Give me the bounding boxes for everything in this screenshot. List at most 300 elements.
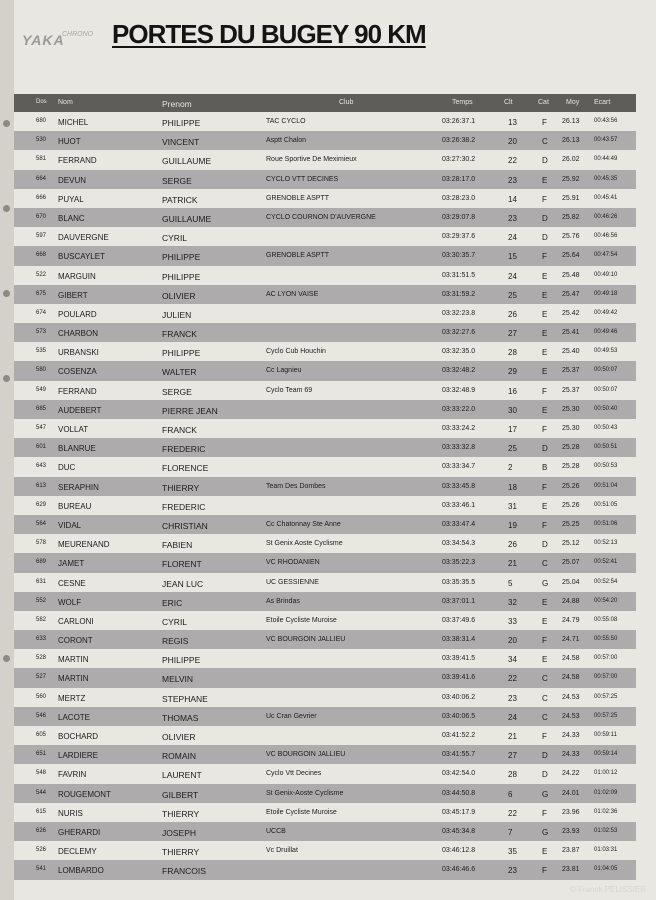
cell-nom: POULARD xyxy=(58,309,97,319)
cell-temps: 03:31:59.2 xyxy=(442,290,476,298)
cell-nom: FAVRIN xyxy=(58,770,87,780)
cell-clt: 18 xyxy=(508,482,517,492)
cell-moy: 24.79 xyxy=(562,616,580,624)
cell-prenom: REGIS xyxy=(162,636,189,647)
cell-ecart: 00:50:07 xyxy=(594,386,618,393)
cell-temps: 03:45:34.8 xyxy=(442,827,476,835)
cell-club: VC BOURGOIN JALLIEU xyxy=(266,636,346,644)
cell-cat: E xyxy=(542,290,548,300)
cell-ecart: 00:49:42 xyxy=(594,309,618,316)
cell-ecart: 00:50:51 xyxy=(594,444,618,451)
cell-cat: F xyxy=(542,386,547,396)
table-header xyxy=(14,94,636,112)
cell-ecart: 00:50:40 xyxy=(594,405,618,412)
cell-clt: 23 xyxy=(508,866,517,876)
cell-nom: PUYAL xyxy=(58,194,84,204)
cell-prenom: THIERRY xyxy=(162,847,200,858)
cell-nom: SERAPHIN xyxy=(58,482,99,492)
cell-nom: AUDEBERT xyxy=(58,405,102,415)
cell-nom: NURIS xyxy=(58,808,83,818)
cell-moy: 25.25 xyxy=(562,520,580,528)
table-row xyxy=(14,649,636,668)
cell-dos: 526 xyxy=(36,847,47,854)
cell-temps: 03:30:35.7 xyxy=(442,252,476,260)
cell-cat: G xyxy=(542,578,549,588)
cell-temps: 03:41:52.2 xyxy=(442,732,476,739)
header-clt: Clt xyxy=(504,99,513,106)
table-row xyxy=(14,841,636,860)
cell-club: Cc Lagnieu xyxy=(266,367,302,375)
cell-ecart: 00:52:54 xyxy=(594,578,618,585)
cell-moy: 25.92 xyxy=(562,175,580,183)
cell-club: Asptt Chalon xyxy=(266,137,307,145)
cell-temps: 03:32:27.6 xyxy=(442,329,476,337)
cell-clt: 33 xyxy=(508,616,517,626)
cell-prenom: PATRICK xyxy=(162,194,198,205)
cell-temps: 03:33:45.8 xyxy=(442,482,476,490)
cell-clt: 24 xyxy=(508,233,517,243)
cell-dos: 643 xyxy=(36,463,47,470)
cell-club: As Brindas xyxy=(266,597,300,605)
cell-club: Vc Druillat xyxy=(266,847,298,855)
cell-clt: 22 xyxy=(508,156,517,166)
cell-prenom: OLIVIER xyxy=(162,290,196,301)
table-row xyxy=(14,496,636,515)
cell-nom: BLANC xyxy=(58,213,85,223)
cell-moy: 25.07 xyxy=(562,559,580,567)
table-row xyxy=(14,438,636,457)
cell-cat: F xyxy=(542,636,547,646)
table-row xyxy=(14,208,636,227)
results-table xyxy=(14,94,636,880)
cell-dos: 552 xyxy=(36,597,47,604)
cell-nom: VIDAL xyxy=(58,520,82,530)
logo-subtitle: CHRONO xyxy=(62,31,94,38)
cell-clt: 34 xyxy=(508,655,517,665)
cell-prenom: SERGE xyxy=(162,386,192,397)
cell-moy: 25.28 xyxy=(562,463,580,471)
cell-club: CYCLO COURNON D'AUVERGNE xyxy=(266,213,376,221)
cell-prenom: CHRISTIAN xyxy=(162,520,208,531)
cell-cat: E xyxy=(542,329,548,339)
cell-clt: 22 xyxy=(508,674,517,684)
cell-clt: 27 xyxy=(508,329,517,339)
cell-nom: LOMBARDO xyxy=(58,866,104,876)
cell-prenom: PHILIPPE xyxy=(162,655,201,666)
cell-clt: 28 xyxy=(508,348,517,358)
cell-ecart: 00:50:07 xyxy=(594,367,618,374)
cell-moy: 24.88 xyxy=(562,597,580,605)
cell-temps: 03:39:41.6 xyxy=(442,674,476,682)
cell-ecart: 00:55:08 xyxy=(594,616,618,623)
cell-clt: 26 xyxy=(508,540,517,550)
cell-prenom: PHILIPPE xyxy=(162,252,201,263)
cell-cat: F xyxy=(542,808,547,818)
cell-dos: 528 xyxy=(36,655,47,662)
cell-cat: F xyxy=(542,520,547,530)
table-row xyxy=(14,189,636,208)
table-row xyxy=(14,477,636,496)
table-row xyxy=(14,573,636,592)
cell-dos: 615 xyxy=(36,808,47,815)
cell-prenom: PHILIPPE xyxy=(162,271,201,282)
cell-club: Cyclo Team 69 xyxy=(266,386,313,394)
cell-ecart: 00:57:00 xyxy=(594,674,618,681)
cell-moy: 24.58 xyxy=(562,655,580,663)
cell-ecart: 00:50:53 xyxy=(594,463,618,470)
cell-cat: C xyxy=(542,137,548,147)
header-ecart: Ecart xyxy=(594,99,611,106)
logo: YAKA xyxy=(22,32,65,48)
cell-temps: 03:42:54.0 xyxy=(442,770,476,778)
cell-cat: D xyxy=(542,233,548,243)
cell-cat: D xyxy=(542,213,548,223)
header-club: Club xyxy=(339,99,354,106)
cell-moy: 25.04 xyxy=(562,578,580,586)
cell-prenom: OLIVIER xyxy=(162,732,196,742)
cell-prenom: PIERRE JEAN xyxy=(162,405,218,416)
cell-nom: HUOT xyxy=(58,137,81,147)
cell-dos: 547 xyxy=(36,425,47,431)
cell-clt: 23 xyxy=(508,213,517,223)
cell-nom: BLANRUE xyxy=(58,444,96,454)
cell-temps: 03:37:01.1 xyxy=(442,597,476,605)
cell-ecart: 00:52:41 xyxy=(594,559,618,566)
cell-prenom: THIERRY xyxy=(162,808,200,819)
table-row xyxy=(14,361,636,380)
cell-clt: 25 xyxy=(508,444,517,454)
cell-cat: C xyxy=(542,712,548,722)
cell-dos: 573 xyxy=(36,329,47,336)
cell-prenom: FLORENCE xyxy=(162,463,209,474)
cell-nom: COSENZA xyxy=(58,367,97,377)
cell-dos: 578 xyxy=(36,540,47,547)
cell-prenom: CYRIL xyxy=(162,616,188,627)
table-row xyxy=(14,323,636,342)
cell-nom: LACOTE xyxy=(58,712,91,722)
cell-club: GRENOBLE ASPTT xyxy=(266,252,330,260)
table-row xyxy=(14,784,636,803)
cell-nom: CESNE xyxy=(58,578,86,588)
cell-nom: MARTIN xyxy=(58,655,89,665)
cell-cat: C xyxy=(542,674,548,684)
cell-moy: 25.48 xyxy=(562,271,580,279)
cell-nom: CORONT xyxy=(58,636,93,646)
cell-cat: E xyxy=(542,367,548,377)
header-prenom: Prenom xyxy=(162,99,192,109)
cell-cat: E xyxy=(542,309,548,319)
cell-clt: 16 xyxy=(508,386,517,396)
cell-dos: 674 xyxy=(36,309,47,316)
cell-temps: 03:33:22.0 xyxy=(442,405,476,413)
cell-ecart: 00:51:04 xyxy=(594,482,618,489)
cell-club: AC LYON VAISE xyxy=(266,290,319,298)
cell-moy: 25.64 xyxy=(562,252,580,260)
photo-credit: © Franck PELISSIER xyxy=(569,885,646,894)
cell-club: VC BOURGOIN JALLIEU xyxy=(266,751,346,759)
table-row xyxy=(14,170,636,189)
cell-dos: 560 xyxy=(36,693,47,700)
cell-moy: 25.12 xyxy=(562,540,580,548)
cell-ecart: 01:02:36 xyxy=(594,808,618,815)
binder-hole xyxy=(3,375,10,382)
cell-cat: F xyxy=(542,252,547,262)
cell-moy: 23.87 xyxy=(562,847,580,855)
cell-club: Uc Cran Gevrier xyxy=(266,712,317,720)
cell-ecart: 00:45:35 xyxy=(594,175,618,182)
cell-temps: 03:33:32.8 xyxy=(442,444,476,452)
cell-clt: 14 xyxy=(508,194,517,204)
page-title: PORTES DU BUGEY 90 KM xyxy=(112,19,426,49)
cell-nom: DUC xyxy=(58,463,76,473)
cell-temps: 03:35:35.5 xyxy=(442,578,476,586)
cell-temps: 03:26:38.2 xyxy=(442,137,476,145)
cell-temps: 03:44:50.8 xyxy=(442,789,476,797)
cell-dos: 651 xyxy=(36,751,47,758)
cell-nom: BOCHARD xyxy=(58,732,99,741)
cell-cat: B xyxy=(542,463,548,473)
cell-temps: 03:40:06.5 xyxy=(442,712,476,720)
cell-dos: 689 xyxy=(36,559,47,566)
cell-dos: 680 xyxy=(36,118,47,124)
table-row xyxy=(14,688,636,707)
table-row xyxy=(14,285,636,304)
cell-ecart: 00:59:14 xyxy=(594,751,618,758)
cell-temps: 03:29:07.8 xyxy=(442,213,476,221)
cell-moy: 24.01 xyxy=(562,789,580,797)
cell-clt: 13 xyxy=(508,118,517,127)
cell-moy: 24.53 xyxy=(562,712,580,720)
cell-moy: 24.58 xyxy=(562,674,580,682)
cell-cat: F xyxy=(542,732,547,741)
cell-cat: F xyxy=(542,866,547,876)
cell-dos: 626 xyxy=(36,827,47,834)
table-row xyxy=(14,803,636,822)
cell-temps: 03:37:49.6 xyxy=(442,616,476,624)
cell-club: CYCLO VTT DECINES xyxy=(266,175,339,183)
cell-nom: DEVUN xyxy=(58,175,87,185)
cell-ecart: 00:44:49 xyxy=(594,156,618,163)
table-row xyxy=(14,246,636,265)
cell-dos: 546 xyxy=(36,712,47,719)
cell-nom: VOLLAT xyxy=(58,425,89,434)
cell-club: Roue Sportive De Meximieux xyxy=(266,156,357,164)
cell-ecart: 01:02:53 xyxy=(594,827,618,834)
binder-hole xyxy=(3,290,10,297)
cell-dos: 633 xyxy=(36,636,47,643)
cell-prenom: THIERRY xyxy=(162,482,200,493)
cell-clt: 30 xyxy=(508,405,517,415)
cell-ecart: 00:59:11 xyxy=(594,732,617,738)
cell-moy: 24.53 xyxy=(562,693,580,701)
cell-dos: 631 xyxy=(36,578,47,585)
cell-clt: 19 xyxy=(508,520,517,530)
cell-club: St Genix Aoste Cyclisme xyxy=(266,540,343,548)
table-row xyxy=(14,630,636,649)
cell-prenom: CYRIL xyxy=(162,233,188,244)
cell-dos: 535 xyxy=(36,348,47,355)
cell-ecart: 00:57:25 xyxy=(594,712,618,719)
cell-nom: CHARBON xyxy=(58,329,99,339)
cell-temps: 03:38:31.4 xyxy=(442,636,476,644)
cell-ecart: 01:00:12 xyxy=(594,770,618,777)
cell-temps: 03:33:34.7 xyxy=(442,463,476,471)
cell-clt: 28 xyxy=(508,770,517,780)
cell-dos: 601 xyxy=(36,444,47,451)
cell-prenom: SERGE xyxy=(162,175,192,186)
cell-moy: 25.76 xyxy=(562,233,580,241)
table-row xyxy=(14,553,636,572)
table-row xyxy=(14,515,636,534)
cell-dos: 582 xyxy=(36,616,47,623)
cell-clt: 31 xyxy=(508,501,517,511)
cell-ecart: 00:46:56 xyxy=(594,233,618,240)
cell-clt: 23 xyxy=(508,693,517,703)
table-row xyxy=(14,764,636,783)
cell-ecart: 00:49:46 xyxy=(594,329,618,336)
cell-clt: 21 xyxy=(508,732,517,741)
cell-prenom: FRANCOIS xyxy=(162,866,206,877)
cell-club: Cyclo Cub Houchin xyxy=(266,348,326,356)
binder-hole xyxy=(3,120,10,127)
cell-prenom: LAURENT xyxy=(162,770,202,781)
cell-temps: 03:45:17.9 xyxy=(442,808,476,816)
cell-ecart: 00:45:41 xyxy=(594,194,618,201)
cell-clt: 24 xyxy=(508,271,517,281)
cell-cat: D xyxy=(542,770,548,780)
cell-clt: 32 xyxy=(508,597,517,607)
cell-cat: F xyxy=(542,425,547,434)
cell-dos: 581 xyxy=(36,156,47,163)
cell-temps: 03:34:54.3 xyxy=(442,540,476,548)
cell-moy: 25.30 xyxy=(562,425,580,432)
table-row xyxy=(14,400,636,419)
cell-ecart: 00:49:18 xyxy=(594,290,618,297)
cell-moy: 23.96 xyxy=(562,808,580,816)
cell-club: St Genix-Aoste Cyclisme xyxy=(266,789,344,797)
cell-temps: 03:29:37.6 xyxy=(442,233,476,241)
cell-temps: 03:27:30.2 xyxy=(442,156,476,164)
cell-clt: 2 xyxy=(508,463,513,473)
table-row xyxy=(14,131,636,150)
cell-nom: BUSCAYLET xyxy=(58,252,105,262)
cell-dos: 597 xyxy=(36,233,47,240)
cell-moy: 25.37 xyxy=(562,386,580,394)
cell-prenom: FREDERIC xyxy=(162,501,206,512)
cell-ecart: 00:54:20 xyxy=(594,597,618,604)
cell-dos: 666 xyxy=(36,194,47,201)
cell-moy: 24.33 xyxy=(562,732,580,739)
cell-nom: WOLF xyxy=(58,597,82,607)
cell-prenom: FRANCK xyxy=(162,329,197,340)
table-row xyxy=(14,342,636,361)
cell-prenom: STEPHANE xyxy=(162,693,208,704)
cell-cat: G xyxy=(542,789,549,799)
table-row xyxy=(14,419,636,438)
cell-moy: 25.82 xyxy=(562,213,580,221)
cell-ecart: 00:57:00 xyxy=(594,655,618,662)
table-row xyxy=(14,266,636,285)
cell-temps: 03:31:51.5 xyxy=(442,271,476,279)
cell-clt: 22 xyxy=(508,808,517,818)
cell-moy: 25.91 xyxy=(562,194,580,202)
cell-club: Etoile Cycliste Muroise xyxy=(266,616,337,624)
cell-clt: 35 xyxy=(508,847,517,857)
cell-cat: E xyxy=(542,405,548,415)
table-row xyxy=(14,227,636,246)
cell-moy: 24.22 xyxy=(562,770,580,778)
table-row xyxy=(14,726,636,745)
cell-temps: 03:46:12.8 xyxy=(442,847,476,855)
cell-prenom: JOSEPH xyxy=(162,827,197,838)
cell-cat: C xyxy=(542,693,548,703)
cell-ecart: 00:50:43 xyxy=(594,425,618,431)
cell-temps: 03:39:41.5 xyxy=(442,655,476,663)
cell-moy: 25.41 xyxy=(562,329,580,337)
cell-clt: 26 xyxy=(508,309,517,319)
cell-nom: MICHEL xyxy=(58,118,89,127)
header-cat: Cat xyxy=(538,99,549,106)
cell-moy: 25.47 xyxy=(562,290,580,298)
cell-clt: 20 xyxy=(508,636,517,646)
cell-club: Cc Chatonnay Ste Anne xyxy=(266,520,341,528)
header-dos: Dos xyxy=(36,99,47,105)
binder-edge xyxy=(0,0,14,900)
cell-prenom: FREDERIC xyxy=(162,444,206,455)
cell-dos: 629 xyxy=(36,501,47,508)
cell-temps: 03:33:24.2 xyxy=(442,425,476,432)
cell-dos: 685 xyxy=(36,405,47,412)
table-row xyxy=(14,112,636,131)
table-row xyxy=(14,707,636,726)
cell-cat: D xyxy=(542,444,548,454)
cell-club: Cyclo Vtt Decines xyxy=(266,770,322,778)
cell-ecart: 01:03:31 xyxy=(594,847,618,854)
cell-temps: 03:32:23.8 xyxy=(442,309,476,317)
cell-ecart: 01:04:05 xyxy=(594,866,618,873)
cell-dos: 549 xyxy=(36,386,47,393)
cell-cat: C xyxy=(542,559,548,569)
table-row xyxy=(14,304,636,323)
cell-temps: 03:33:46.1 xyxy=(442,501,476,509)
table-row xyxy=(14,592,636,611)
cell-cat: D xyxy=(542,540,548,550)
cell-prenom: THOMAS xyxy=(162,712,199,723)
cell-prenom: GUILLAUME xyxy=(162,213,212,224)
cell-dos: 580 xyxy=(36,367,47,374)
cell-nom: FERRAND xyxy=(58,156,97,166)
cell-temps: 03:32:35.0 xyxy=(442,348,476,356)
cell-clt: 5 xyxy=(508,578,513,588)
cell-temps: 03:46:46.6 xyxy=(442,866,476,874)
cell-prenom: MELVIN xyxy=(162,674,194,685)
cell-nom: CARLONI xyxy=(58,616,94,626)
cell-prenom: JULIEN xyxy=(162,309,192,320)
cell-ecart: 00:43:57 xyxy=(594,137,618,144)
cell-dos: 670 xyxy=(36,213,47,220)
cell-clt: 15 xyxy=(508,252,517,262)
cell-nom: GIBERT xyxy=(58,290,88,300)
table-row xyxy=(14,822,636,841)
cell-clt: 6 xyxy=(508,789,513,799)
cell-nom: LARDIERE xyxy=(58,751,99,761)
cell-clt: 20 xyxy=(508,137,517,147)
cell-prenom: WALTER xyxy=(162,367,197,378)
cell-cat: D xyxy=(542,156,548,166)
cell-ecart: 00:49:53 xyxy=(594,348,618,355)
cell-moy: 26.13 xyxy=(562,118,580,125)
cell-temps: 03:35:22.3 xyxy=(442,559,476,567)
